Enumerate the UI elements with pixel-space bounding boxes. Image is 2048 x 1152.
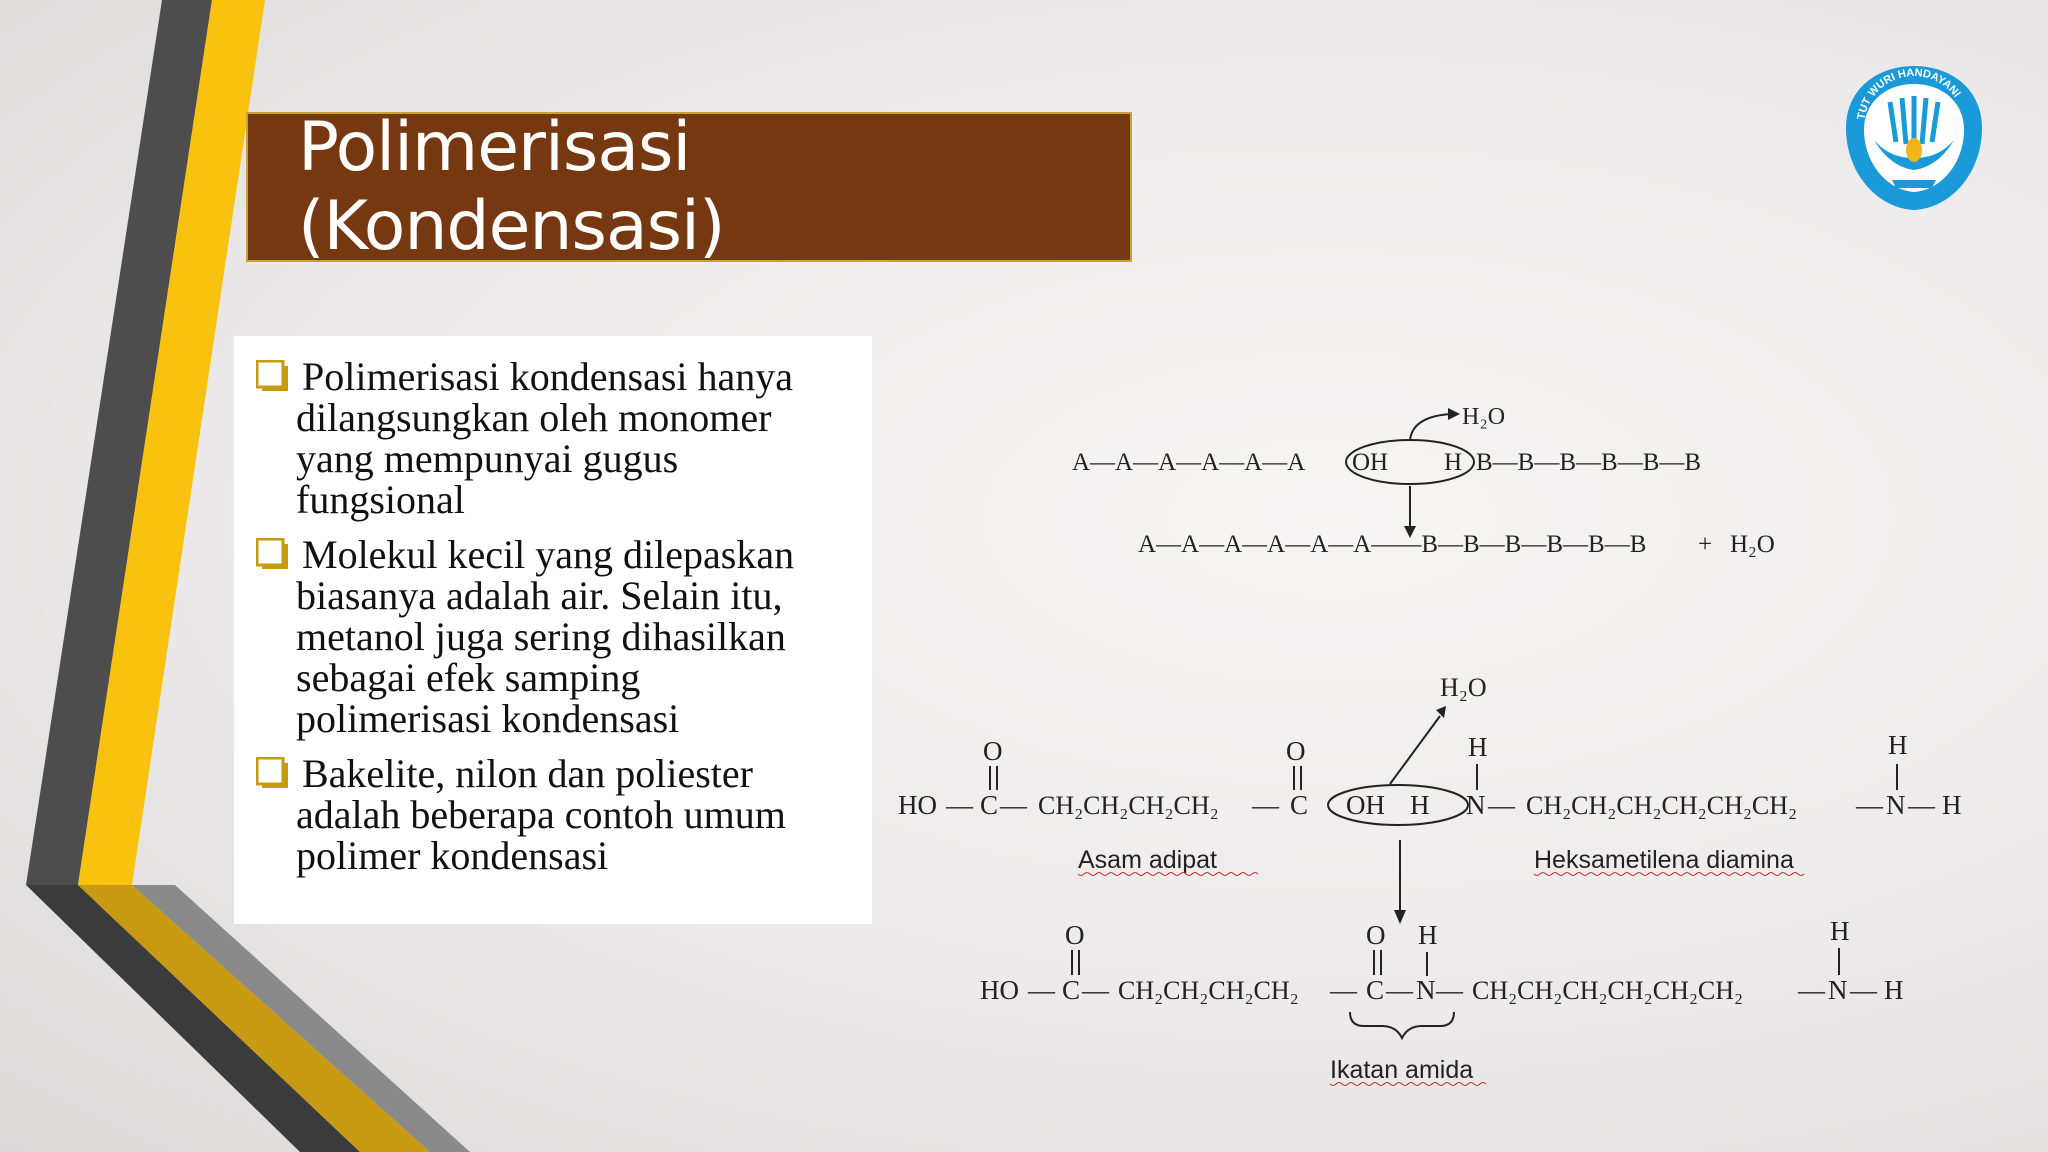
amine-h: H [1830, 916, 1850, 946]
bullet-line: Bakelite, nilon dan poliester [302, 751, 753, 796]
bond-dash: — [1908, 790, 1935, 820]
carbonyl-oxygen: O [1065, 920, 1085, 950]
bond-dash: — [1330, 975, 1357, 1005]
amine-n: N [1886, 790, 1906, 820]
carbonyl-oxygen: O [1286, 736, 1306, 766]
bond-dash: — [1252, 790, 1279, 820]
carbonyl-carbon: C [1290, 790, 1309, 820]
bullet-line: Molekul kecil yang dilepaskan [302, 532, 795, 577]
plus-sign: + [1698, 531, 1713, 558]
bond-dash: — [1082, 975, 1109, 1005]
amine-h: H [1468, 732, 1488, 762]
amide-carbon: C [1366, 975, 1385, 1005]
group-oh: OH [1346, 790, 1385, 820]
ho-group: HO [898, 790, 937, 820]
carbonyl-carbon: C [980, 790, 999, 820]
group-h: H [1444, 449, 1463, 476]
bond-dash: — [1028, 975, 1055, 1005]
amine-h: H [1888, 730, 1908, 760]
bond-dash: — [1856, 790, 1883, 820]
label-hexamethylenediamine: Heksametilena diamina [1534, 846, 1794, 874]
chain-adipic: CH₂CH₂CH₂CH₂ [1038, 791, 1219, 820]
bond-dash: — [1000, 790, 1027, 820]
group-oh: OH [1352, 449, 1389, 476]
water-top: H₂O [1462, 404, 1506, 430]
bullet-line: fungsional [296, 477, 465, 522]
left-chain-a: A—A—A—A—A—A [1072, 449, 1306, 476]
bullet-line: biasanya adalah air. Selain itu, [296, 573, 783, 618]
amide-brace [1350, 1012, 1454, 1038]
carbonyl-carbon: C [1062, 975, 1081, 1005]
carbonyl-oxygen: O [983, 736, 1003, 766]
bullet-line: polimerisasi kondensasi [296, 696, 680, 741]
generic-condensation [1072, 404, 1775, 558]
bond-dash: — [1488, 790, 1515, 820]
right-chain-b: B—B—B—B—B—B [1476, 449, 1702, 476]
bullet-line: adalah beberapa contoh umum [296, 792, 786, 837]
terminal-h: H [1884, 975, 1904, 1005]
bond-dash: — [1798, 975, 1825, 1005]
label-adipic-acid: Asam adipat [1078, 846, 1217, 874]
bond-dash: — [1386, 975, 1413, 1005]
bullet-line: polimer kondensasi [296, 833, 609, 878]
bond-dash: — [1850, 975, 1877, 1005]
bullet-line: Polimerisasi kondensasi hanya [302, 354, 794, 399]
bullet-line: metanol juga sering dihasilkan [296, 614, 786, 659]
slide-title: Polimerisasi (Kondensasi) [298, 108, 725, 266]
bullet-line: yang mempunyai gugus [296, 436, 679, 481]
water-product: H₂O [1730, 531, 1775, 558]
amide-n: N [1416, 975, 1436, 1005]
product-chain: A—A—A—A—A—A——B—B—B—B—B—B [1138, 531, 1647, 558]
bullet-line: dilangsungkan oleh monomer [296, 395, 772, 440]
logo-text: TUT WURI HANDAYANI [1855, 66, 1963, 121]
amide-h: H [1418, 920, 1438, 950]
bullet-line: sebagai efek samping [296, 655, 641, 700]
bond-dash: — [946, 790, 973, 820]
label-amide-bond: Ikatan amida [1330, 1056, 1474, 1084]
nylon-reactants [898, 673, 1962, 924]
ho-group: HO [980, 975, 1019, 1005]
nylon-product [980, 916, 1904, 1086]
group-h: H [1410, 790, 1430, 820]
chain-adipic: CH₂CH₂CH₂CH₂ [1118, 976, 1299, 1005]
terminal-h: H [1942, 790, 1962, 820]
bond-dash: — [1436, 975, 1463, 1005]
amine-n: N [1828, 975, 1848, 1005]
amide-oxygen: O [1366, 920, 1386, 950]
amine-n: N [1466, 790, 1486, 820]
chain-diamine: CH₂CH₂CH₂CH₂CH₂CH₂ [1472, 976, 1744, 1005]
water-top: H₂O [1440, 673, 1487, 702]
chain-diamine: CH₂CH₂CH₂CH₂CH₂CH₂ [1526, 791, 1798, 820]
